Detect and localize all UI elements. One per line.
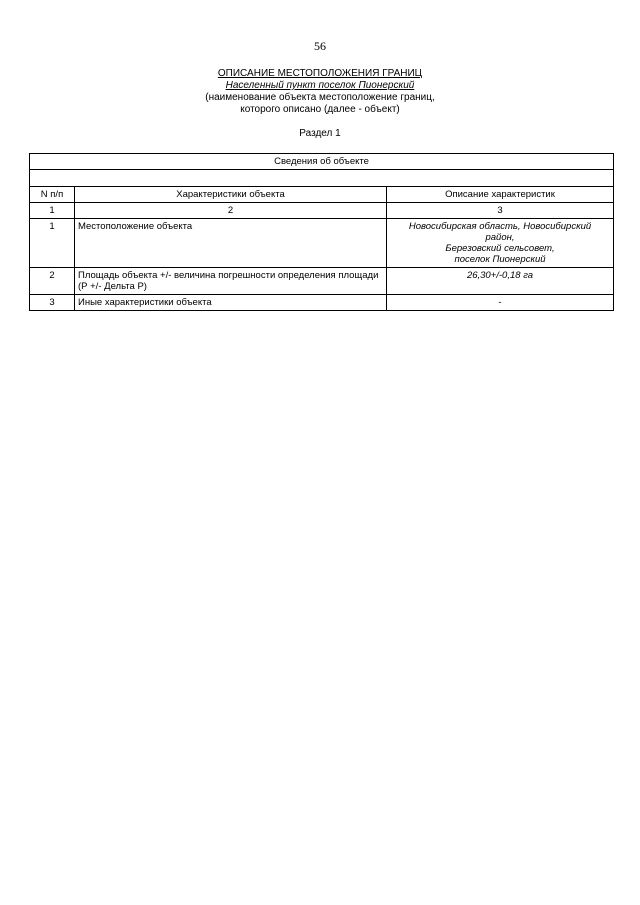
row-description (387, 219, 614, 268)
page-number: 56 (314, 39, 326, 53)
column-header-number: N п/п (30, 187, 75, 203)
row-characteristic (75, 268, 387, 295)
row-characteristic: Местоположение объекта (75, 219, 387, 268)
table-header-row (30, 187, 614, 203)
header-note-line-1: (наименование объекта местоположение границ, (205, 92, 435, 103)
empty-cell (30, 170, 614, 187)
description-line: Березовский сельсовет, (445, 243, 555, 254)
row-number: 1 (30, 219, 75, 268)
column-header-description: Описание характеристик (387, 187, 614, 203)
column-number-3: 3 (387, 203, 614, 219)
row-number: 2 (30, 268, 75, 295)
description-line: район, (485, 232, 515, 243)
column-number-2: 2 (75, 203, 387, 219)
row-number: 3 (30, 295, 75, 311)
description-line: Новосибирская область, Новосибирский (408, 221, 592, 232)
table-caption: Сведения об объекте (30, 154, 614, 170)
section-title: Раздел 1 (299, 128, 341, 139)
row-characteristic: Иные характеристики объекта (75, 295, 387, 311)
header-note-line-2: которого описано (далее - объект) (240, 104, 400, 115)
row-description: - (387, 295, 614, 311)
row-description: 26,30+/-0,18 га (387, 268, 614, 295)
column-header-characteristic: Характеристики объекта (75, 187, 387, 203)
characteristic-line: Площадь объекта +/- величина погрешности определения площади (78, 270, 379, 281)
characteristic-line: (Р +/- Дельта Р) (78, 281, 147, 292)
table-row (30, 219, 614, 268)
table-row (30, 295, 614, 311)
description-line: поселок Пионерский (454, 254, 546, 265)
document-title: ОПИСАНИЕ МЕСТОПОЛОЖЕНИЯ ГРАНИЦ (217, 68, 423, 79)
table-column-number-row (30, 203, 614, 219)
document-header (0, 68, 640, 116)
table-empty-row (30, 170, 614, 187)
table-caption-row (30, 154, 614, 170)
column-number-1: 1 (30, 203, 75, 219)
table-row (30, 268, 614, 295)
object-info-table (29, 153, 614, 311)
object-name: Населенный пункт поселок Пионерский (225, 80, 415, 91)
